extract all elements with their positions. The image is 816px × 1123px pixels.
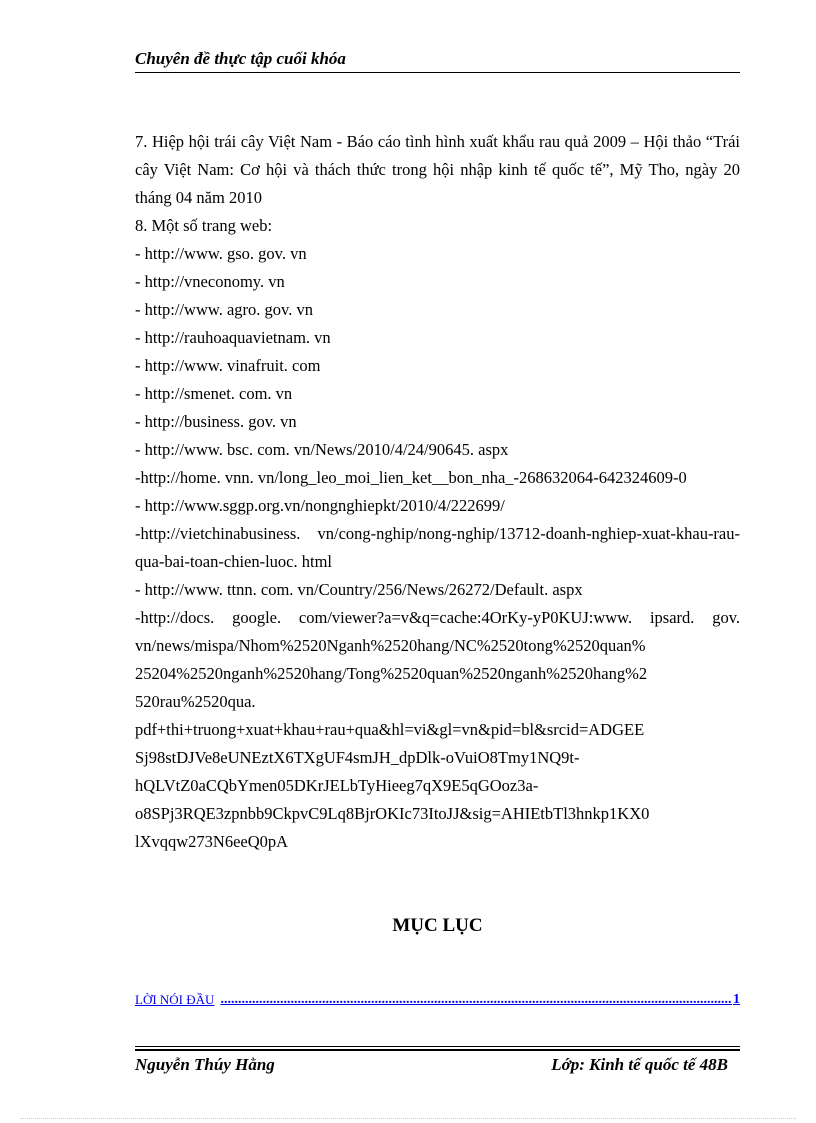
references-section (135, 128, 740, 856)
reference-item-7: 7. Hiệp hội trái cây Việt Nam - Báo cáo tình hình xuất khẩu rau quả 2009 – Hội thảo “Trái cây Việt Nam: Cơ hội và thách thức trong hội nhập kinh tế quốc tế”, Mỹ Tho, ngày 20 tháng 04 năm 2010 (135, 132, 740, 207)
reference-item-8-heading: 8. Một số trang web: (135, 216, 273, 235)
reference-link-google-line: o8SPj3RQE3zpnbb9CkpvC9Lq8BjrOKIc73ItoJJ&sig=AHIEtbTl3hnkp1KX0 (135, 804, 650, 823)
toc-entry-loi-noi-dau[interactable] (135, 982, 740, 1008)
reference-link-google-line: Sj98stDJVe8eUNEztX6TXgUF4smJH_dpDlk-oVuiO8Tmy1NQ9t- (135, 748, 580, 767)
reference-link-google-line: vn/news/mispa/Nhom%2520Nganh%2520hang/NC%2520tong%2520quan% (135, 636, 646, 655)
header-rule (135, 72, 740, 73)
reference-link-google-line: 25204%2520nganh%2520hang/Tong%2520quan%2520nganh%2520hang%2 (135, 664, 648, 683)
reference-link-sggp: - http://www.sggp.org.vn/nongnghiepkt/2010/4/222699/ (135, 496, 505, 515)
reference-link-google-line: 520rau%2520qua. (135, 692, 256, 711)
reference-link: - http://smenet. com. vn (135, 384, 293, 403)
page-bottom-edge (20, 1118, 796, 1119)
reference-link: - http://business. gov. vn (135, 412, 297, 431)
reference-link: - http://www. gso. gov. vn (135, 244, 307, 263)
reference-link-google-line: hQLVtZ0aCQbYmen05DKrJELbTyHieeg7qX9E5qGOoz3a- (135, 776, 539, 795)
reference-link-google-line: lXvqqw273N6eeQ0pA (135, 832, 289, 851)
reference-link-ttnn: - http://www. ttnn. com. vn/Country/256/News/26272/Default. aspx (135, 580, 583, 599)
toc-entry-page: 1 (733, 992, 740, 1007)
reference-link-google-line: pdf+thi+truong+xuat+khau+rau+qua&hl=vi&gl=vn&pid=bl&srcid=ADGEE (135, 720, 645, 739)
reference-link-vnn: -http://home. vnn. vn/long_leo_moi_lien_ket__bon_nha_-268632064-642324609-0 (135, 468, 687, 487)
reference-link-google-intro: -http://docs. google. com/viewer?a=v&q=cache:4OrKy-yP0KUJ:www. ipsard. gov. (135, 608, 740, 627)
reference-link: - http://vneconomy. vn (135, 272, 285, 291)
reference-link-vietchina: -http://vietchinabusiness. vn/cong-nghip/nong-nghip/13712-doanh-nghiep-xuat-khau-rau-qua-bai-toan-chien-luoc. html (135, 524, 740, 571)
header-title: Chuyên đề thực tập cuối khóa (135, 49, 346, 68)
reference-link: - http://www. agro. gov. vn (135, 300, 313, 319)
reference-link: - http://www. vinafruit. com (135, 356, 321, 375)
footer-class: Lớp: Kinh tế quốc tế 48B (551, 1055, 728, 1074)
toc-entry-label: LỜI NÓI ĐẦU (135, 992, 215, 1007)
footer-rule (135, 1046, 740, 1047)
reference-link: - http://www. bsc. com. vn/News/2010/4/24/90645. aspx (135, 440, 509, 459)
toc-leader-dots (220, 992, 732, 1008)
toc-title: MỤC LỤC (392, 915, 483, 936)
footer-author: Nguyễn Thúy Hằng (135, 1055, 275, 1074)
footer-rule-thick (135, 1049, 740, 1051)
page-header (135, 48, 740, 70)
reference-link: - http://rauhoaquavietnam. vn (135, 328, 331, 347)
